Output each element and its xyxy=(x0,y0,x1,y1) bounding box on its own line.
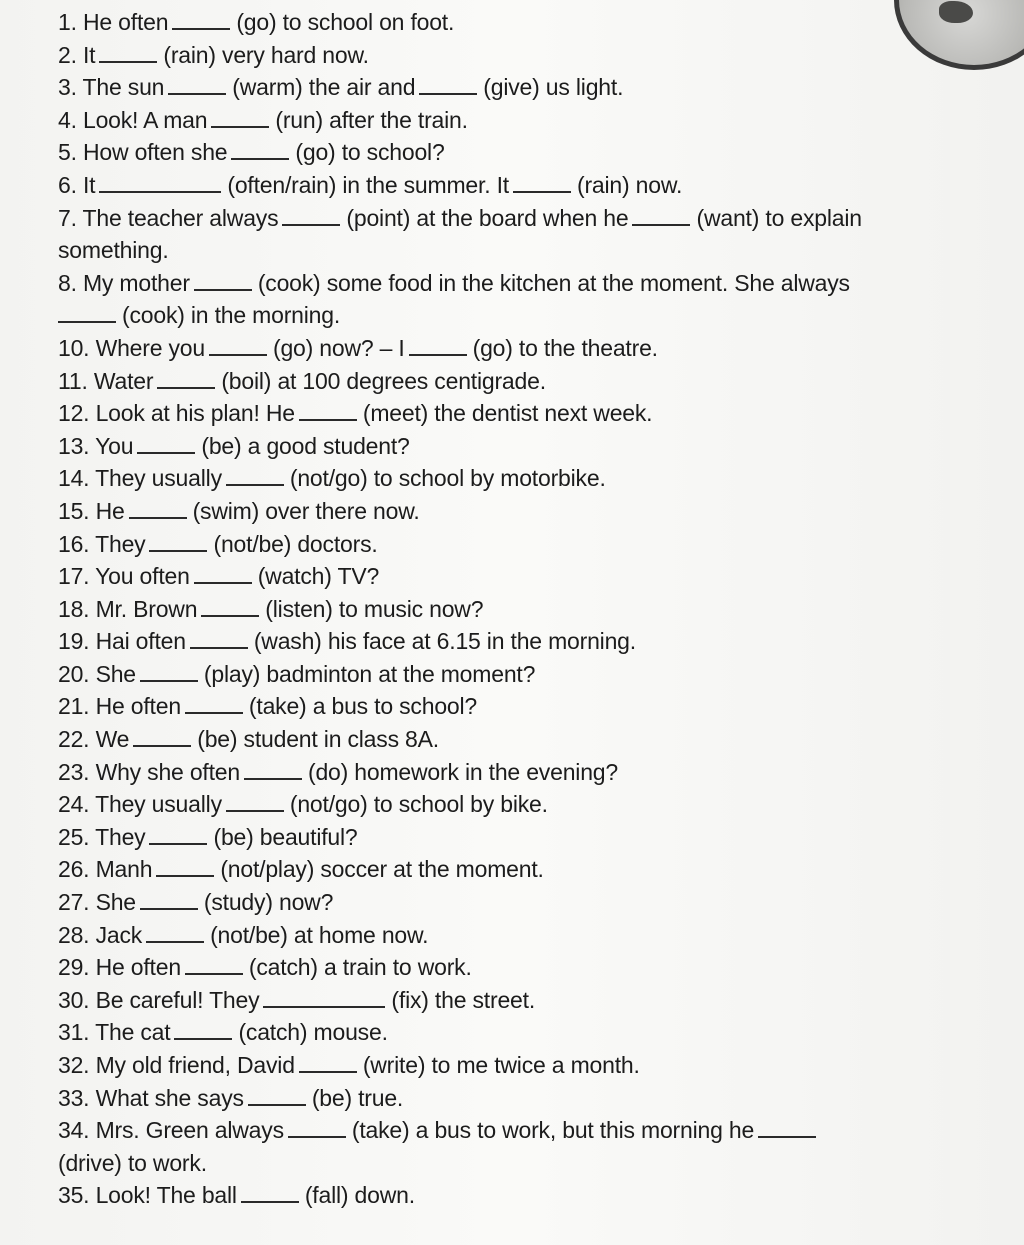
exercise-text: (do) homework in the evening? xyxy=(307,758,618,785)
exercise-line xyxy=(58,169,978,202)
exercise-text: 12. Look at his plan! He xyxy=(58,400,295,427)
answer-blank[interactable] xyxy=(299,419,357,421)
answer-blank[interactable] xyxy=(241,1201,299,1203)
exercise-line xyxy=(58,951,978,984)
exercise-line xyxy=(58,1147,978,1180)
exercise-line xyxy=(58,625,978,658)
exercise-text: (wash) his face at 6.15 in the morning. xyxy=(253,628,636,655)
exercise-text: (fall) down. xyxy=(304,1182,415,1209)
exercise-text: (swim) over there now. xyxy=(192,497,420,524)
exercise-text: 13. You xyxy=(58,432,134,459)
exercise-text: (be) beautiful? xyxy=(213,823,358,850)
exercise-text: (catch) mouse. xyxy=(238,1019,388,1046)
exercise-line xyxy=(58,39,978,72)
exercise-text: 11. Water xyxy=(58,367,154,394)
answer-blank[interactable] xyxy=(137,452,195,454)
exercise-line xyxy=(58,528,978,561)
exercise-text: (rain) now. xyxy=(576,171,683,198)
answer-blank[interactable] xyxy=(209,354,267,356)
answer-blank[interactable] xyxy=(133,745,191,747)
exercise-text: 35. Look! The ball xyxy=(58,1182,237,1209)
exercise-text: (not/be) at home now. xyxy=(210,921,429,948)
exercise-text: 7. The teacher always xyxy=(58,204,279,231)
answer-blank[interactable] xyxy=(226,810,284,812)
exercise-text: 20. She xyxy=(58,660,136,687)
exercise-text: 26. Manh xyxy=(58,856,153,883)
exercise-text: (often/rain) in the summer. It xyxy=(227,171,509,198)
exercise-list xyxy=(58,6,978,1212)
exercise-text: (fix) the street. xyxy=(391,986,536,1013)
exercise-text: (give) us light. xyxy=(483,74,624,101)
exercise-text: 29. He often xyxy=(58,954,181,981)
exercise-line xyxy=(58,1016,978,1049)
exercise-text: 34. Mrs. Green always xyxy=(58,1117,284,1144)
exercise-line xyxy=(58,1179,978,1212)
exercise-text: (warm) the air and xyxy=(232,74,416,101)
exercise-line xyxy=(58,6,978,39)
answer-blank[interactable] xyxy=(190,647,248,649)
answer-blank[interactable] xyxy=(149,550,207,552)
exercise-text: 27. She xyxy=(58,889,136,916)
exercise-line xyxy=(58,1082,978,1115)
exercise-text: 23. Why she often xyxy=(58,758,240,785)
exercise-text: 17. You often xyxy=(58,563,190,590)
answer-blank[interactable] xyxy=(211,126,269,128)
exercise-line xyxy=(58,104,978,137)
exercise-text: something. xyxy=(58,237,169,264)
exercise-text: 4. Look! A man xyxy=(58,106,208,133)
exercise-text: (want) to explain xyxy=(696,204,862,231)
exercise-text: (boil) at 100 degrees centigrade. xyxy=(221,367,546,394)
exercise-text: 3. The sun xyxy=(58,74,165,101)
answer-blank[interactable] xyxy=(172,28,230,30)
answer-blank[interactable] xyxy=(248,1104,306,1106)
exercise-text: (cook) in the morning. xyxy=(122,302,341,329)
exercise-line xyxy=(58,593,978,626)
exercise-line xyxy=(58,299,978,332)
exercise-text: 10. Where you xyxy=(58,334,205,361)
exercise-text: (study) now? xyxy=(203,889,334,916)
exercise-text: (go) to school on foot. xyxy=(236,9,455,35)
answer-blank[interactable] xyxy=(201,615,259,617)
answer-blank[interactable] xyxy=(140,680,198,682)
answer-blank[interactable] xyxy=(288,1136,346,1138)
exercise-text: 24. They usually xyxy=(58,791,222,818)
exercise-text: (drive) to work. xyxy=(58,1149,207,1176)
exercise-line xyxy=(58,756,978,789)
answer-blank[interactable] xyxy=(149,843,207,845)
exercise-text: 5. How often she xyxy=(58,139,228,166)
exercise-text: (not/go) to school by motorbike. xyxy=(289,465,606,492)
answer-blank[interactable] xyxy=(409,354,467,356)
exercise-line xyxy=(58,332,978,365)
exercise-text: 25. They xyxy=(58,823,146,850)
exercise-text: 2. It xyxy=(58,41,96,68)
exercise-text: 33. What she says xyxy=(58,1084,244,1111)
exercise-text: (be) a good student? xyxy=(201,432,410,459)
answer-blank[interactable] xyxy=(513,191,571,193)
exercise-line xyxy=(58,919,978,952)
exercise-text: 30. Be careful! They xyxy=(58,986,260,1013)
exercise-text: 1. He often xyxy=(58,9,169,35)
exercise-text: 19. Hai often xyxy=(58,628,186,655)
exercise-text: (write) to me twice a month. xyxy=(362,1052,640,1078)
exercise-line xyxy=(58,71,978,104)
exercise-text: 16. They xyxy=(58,530,146,557)
exercise-line xyxy=(58,267,978,300)
answer-blank[interactable] xyxy=(129,517,187,519)
answer-blank[interactable] xyxy=(185,973,243,975)
exercise-text: (not/play) soccer at the moment. xyxy=(220,856,544,883)
exercise-text: (watch) TV? xyxy=(257,563,380,590)
exercise-line xyxy=(58,1114,978,1147)
exercise-text: 28. Jack xyxy=(58,921,143,948)
exercise-line xyxy=(58,1049,978,1082)
exercise-text: (listen) to music now? xyxy=(265,595,484,622)
exercise-line xyxy=(58,788,978,821)
exercise-text: (catch) a train to work. xyxy=(248,954,472,981)
exercise-text: 22. We xyxy=(58,726,130,753)
answer-blank[interactable] xyxy=(168,93,226,95)
exercise-text: (go) now? – I xyxy=(272,334,405,361)
answer-blank[interactable] xyxy=(156,875,214,877)
answer-blank[interactable] xyxy=(157,387,215,389)
exercise-text: (not/go) to school by bike. xyxy=(289,791,548,818)
answer-blank[interactable] xyxy=(244,778,302,780)
exercise-line xyxy=(58,430,978,463)
exercise-line xyxy=(58,397,978,430)
exercise-line xyxy=(58,853,978,886)
exercise-text: (take) a bus to school? xyxy=(248,693,478,720)
exercise-text: (not/be) doctors. xyxy=(213,530,378,557)
answer-blank[interactable] xyxy=(99,191,221,193)
exercise-text: (be) student in class 8A. xyxy=(197,726,439,753)
exercise-text: (take) a bus to work, but this morning he xyxy=(351,1117,755,1144)
answer-blank[interactable] xyxy=(299,1071,357,1073)
exercise-line xyxy=(58,365,978,398)
exercise-text: (point) at the board when he xyxy=(346,204,629,231)
exercise-text: 21. He often xyxy=(58,693,181,720)
exercise-line xyxy=(58,984,978,1017)
exercise-text: (meet) the dentist next week. xyxy=(362,400,653,427)
exercise-text: 15. He xyxy=(58,497,125,524)
exercise-line xyxy=(58,886,978,919)
exercise-text: 6. It xyxy=(58,171,96,198)
exercise-text: (play) badminton at the moment? xyxy=(203,660,536,687)
exercise-text: (go) to the theatre. xyxy=(472,334,658,361)
answer-blank[interactable] xyxy=(194,289,252,291)
answer-blank[interactable] xyxy=(194,582,252,584)
exercise-line xyxy=(58,821,978,854)
exercise-text: (rain) very hard now. xyxy=(163,41,369,68)
exercise-text: (run) after the train. xyxy=(275,106,468,133)
answer-blank[interactable] xyxy=(231,158,289,160)
answer-blank[interactable] xyxy=(282,224,340,226)
exercise-line xyxy=(58,690,978,723)
exercise-line xyxy=(58,658,978,691)
answer-blank[interactable] xyxy=(174,1038,232,1040)
exercise-line xyxy=(58,234,978,267)
exercise-text: 31. The cat xyxy=(58,1019,171,1046)
answer-blank[interactable] xyxy=(99,61,157,63)
exercise-text: 8. My mother xyxy=(58,269,190,296)
exercise-text: (cook) some food in the kitchen at the moment. She always xyxy=(257,269,850,296)
exercise-text: 18. Mr. Brown xyxy=(58,595,198,622)
answer-blank[interactable] xyxy=(758,1136,816,1138)
answer-blank[interactable] xyxy=(263,1006,385,1008)
answer-blank[interactable] xyxy=(185,712,243,714)
exercise-text: (go) to school? xyxy=(295,139,445,166)
exercise-line xyxy=(58,202,978,235)
exercise-text: (be) true. xyxy=(311,1084,404,1111)
exercise-text: 32. My old friend, David xyxy=(58,1052,295,1078)
exercise-line xyxy=(58,462,978,495)
exercise-text: 14. They usually xyxy=(58,465,222,492)
answer-blank[interactable] xyxy=(419,93,477,95)
answer-blank[interactable] xyxy=(146,941,204,943)
answer-blank[interactable] xyxy=(58,321,116,323)
exercise-line xyxy=(58,723,978,756)
exercise-line xyxy=(58,495,978,528)
exercise-line xyxy=(58,560,978,593)
exercise-line xyxy=(58,136,978,169)
answer-blank[interactable] xyxy=(140,908,198,910)
answer-blank[interactable] xyxy=(632,224,690,226)
answer-blank[interactable] xyxy=(226,484,284,486)
